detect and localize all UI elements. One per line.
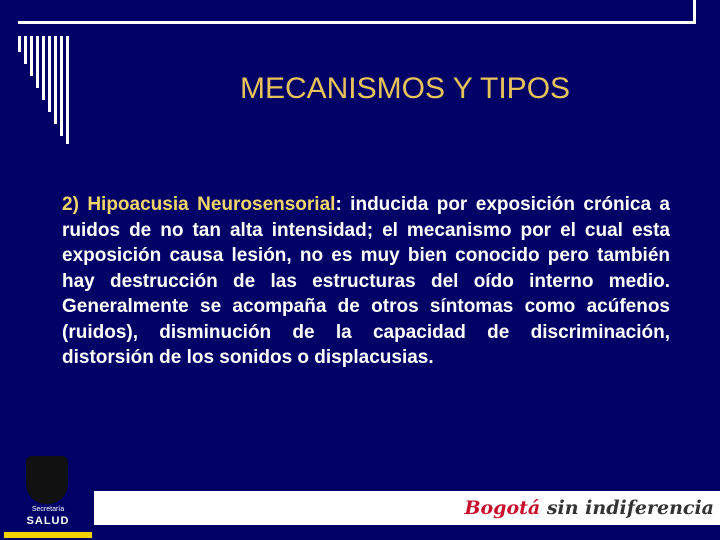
seal-small-label: Secretaría [31, 506, 65, 513]
logo-part2: sin indiferencia [546, 497, 714, 519]
logo-part1: Bogotá [464, 497, 541, 519]
body-text: : inducida por exposición crónica a ruidos de no tan alta intensidad; el mecanismo por el cual esta exposición causa lesión, no es muy bien conocido pero también hay destrucción de las estructuras del oído interno medio. Generalmente se acompaña de otros síntomas como acúfenos (ruidos), disminución de la capacidad de discriminación, distorsión de los sonidos o displacusias. [62, 194, 670, 368]
seal-strip [4, 532, 92, 538]
coat-of-arms-icon [26, 456, 68, 504]
decor-top-line-vertical [693, 0, 696, 24]
body-highlight: 2) Hipoacusia Neurosensorial [62, 194, 336, 215]
decor-top-line [18, 21, 694, 24]
seal-label: SALUD [26, 515, 70, 527]
bogota-logo [464, 494, 714, 522]
slide-body [62, 192, 670, 371]
slide-title: MECANISMOS Y TIPOS [239, 72, 571, 105]
